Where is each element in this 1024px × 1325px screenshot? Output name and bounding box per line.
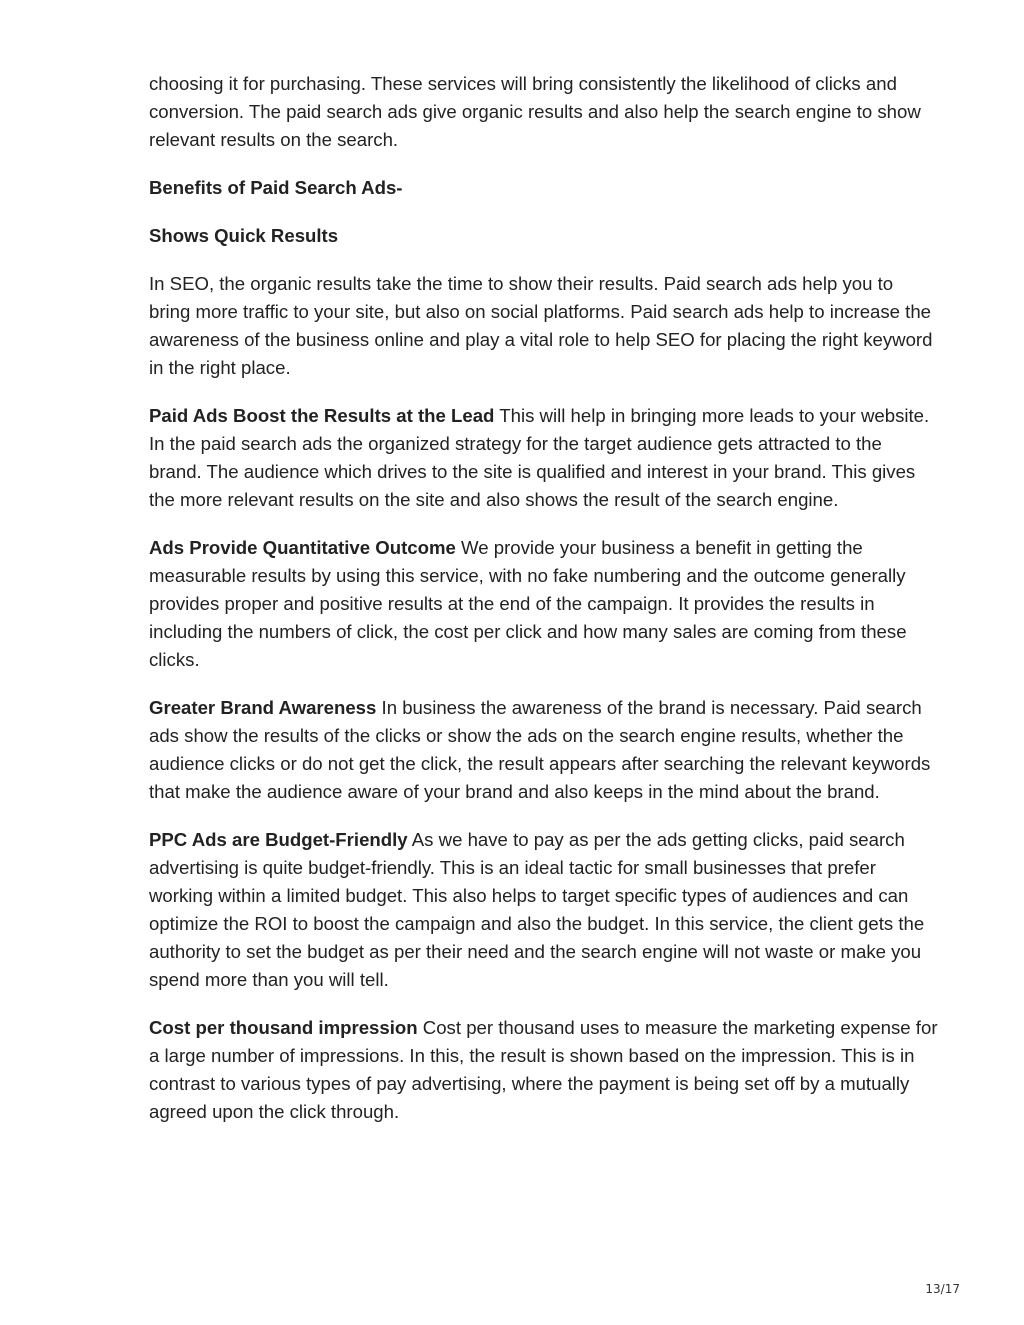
benefit-title: PPC Ads are Budget-Friendly: [149, 829, 408, 850]
page-number: 13/17: [925, 1282, 960, 1296]
benefit-paragraph: [149, 1014, 939, 1126]
benefit-title: Cost per thousand impression: [149, 1017, 418, 1038]
benefit-paragraph: [149, 402, 939, 514]
document-body: [149, 70, 939, 1146]
benefit-paragraph: [149, 694, 939, 806]
section-heading: Benefits of Paid Search Ads-: [149, 177, 403, 198]
benefit-text: This will help in bringing more leads to your website. In the paid search ads the organized strategy for the target audience gets attracted to the brand. The audience which drives to the site is qualified and interest in your brand. This gives the more relevant results on the site and also shows the result of the search engine.: [149, 405, 930, 510]
benefit-paragraph: [149, 534, 939, 674]
benefit-title: Greater Brand Awareness: [149, 697, 377, 718]
benefit-text: As we have to pay as per the ads getting clicks, paid search advertising is quite budget-friendly. This is an ideal tactic for small businesses that prefer working within a limited budget. This also helps to target specific types of audiences and can optimize the ROI to boost the campaign and also the budget. In this service, the client gets the authority to set the budget as per their need and the search engine will not waste or make you spend more than you will tell.: [149, 829, 925, 990]
intro-paragraph: choosing it for purchasing. These services will bring consistently the likelihood of clicks and conversion. The paid search ads give organic results and also help the search engine to show relevant results on the search.: [149, 73, 921, 150]
benefit-text: We provide your business a benefit in getting the measurable results by using this service, with no fake numbering and the outcome generally provides proper and positive results at the end of the campaign. It provides the results in including the numbers of click, the cost per click and how many sales are coming from these clicks.: [149, 537, 907, 670]
subheading: Shows Quick Results: [149, 225, 339, 246]
benefit-title: Ads Provide Quantitative Outcome: [149, 537, 456, 558]
quick-results-paragraph: In SEO, the organic results take the time to show their results. Paid search ads help you to bring more traffic to your site, but also on social platforms. Paid search ads help to increase the awareness of the business online and play a vital role to help SEO for placing the right keyword in the right place.: [149, 273, 933, 378]
benefit-title: Paid Ads Boost the Results at the Lead: [149, 405, 495, 426]
benefit-text: Cost per thousand uses to measure the marketing expense for a large number of impressions. In this, the result is shown based on the impression. This is in contrast to various types of pay advertising, where the payment is being set off by a mutually agreed upon the click through.: [149, 1017, 938, 1122]
benefit-paragraph: [149, 826, 939, 994]
benefit-text: In business the awareness of the brand is necessary. Paid search ads show the results of the clicks or show the ads on the search engine results, whether the audience clicks or do not get the click, the result appears after searching the relevant keywords that make the audience aware of your brand and also keeps in the mind about the brand.: [149, 697, 931, 802]
